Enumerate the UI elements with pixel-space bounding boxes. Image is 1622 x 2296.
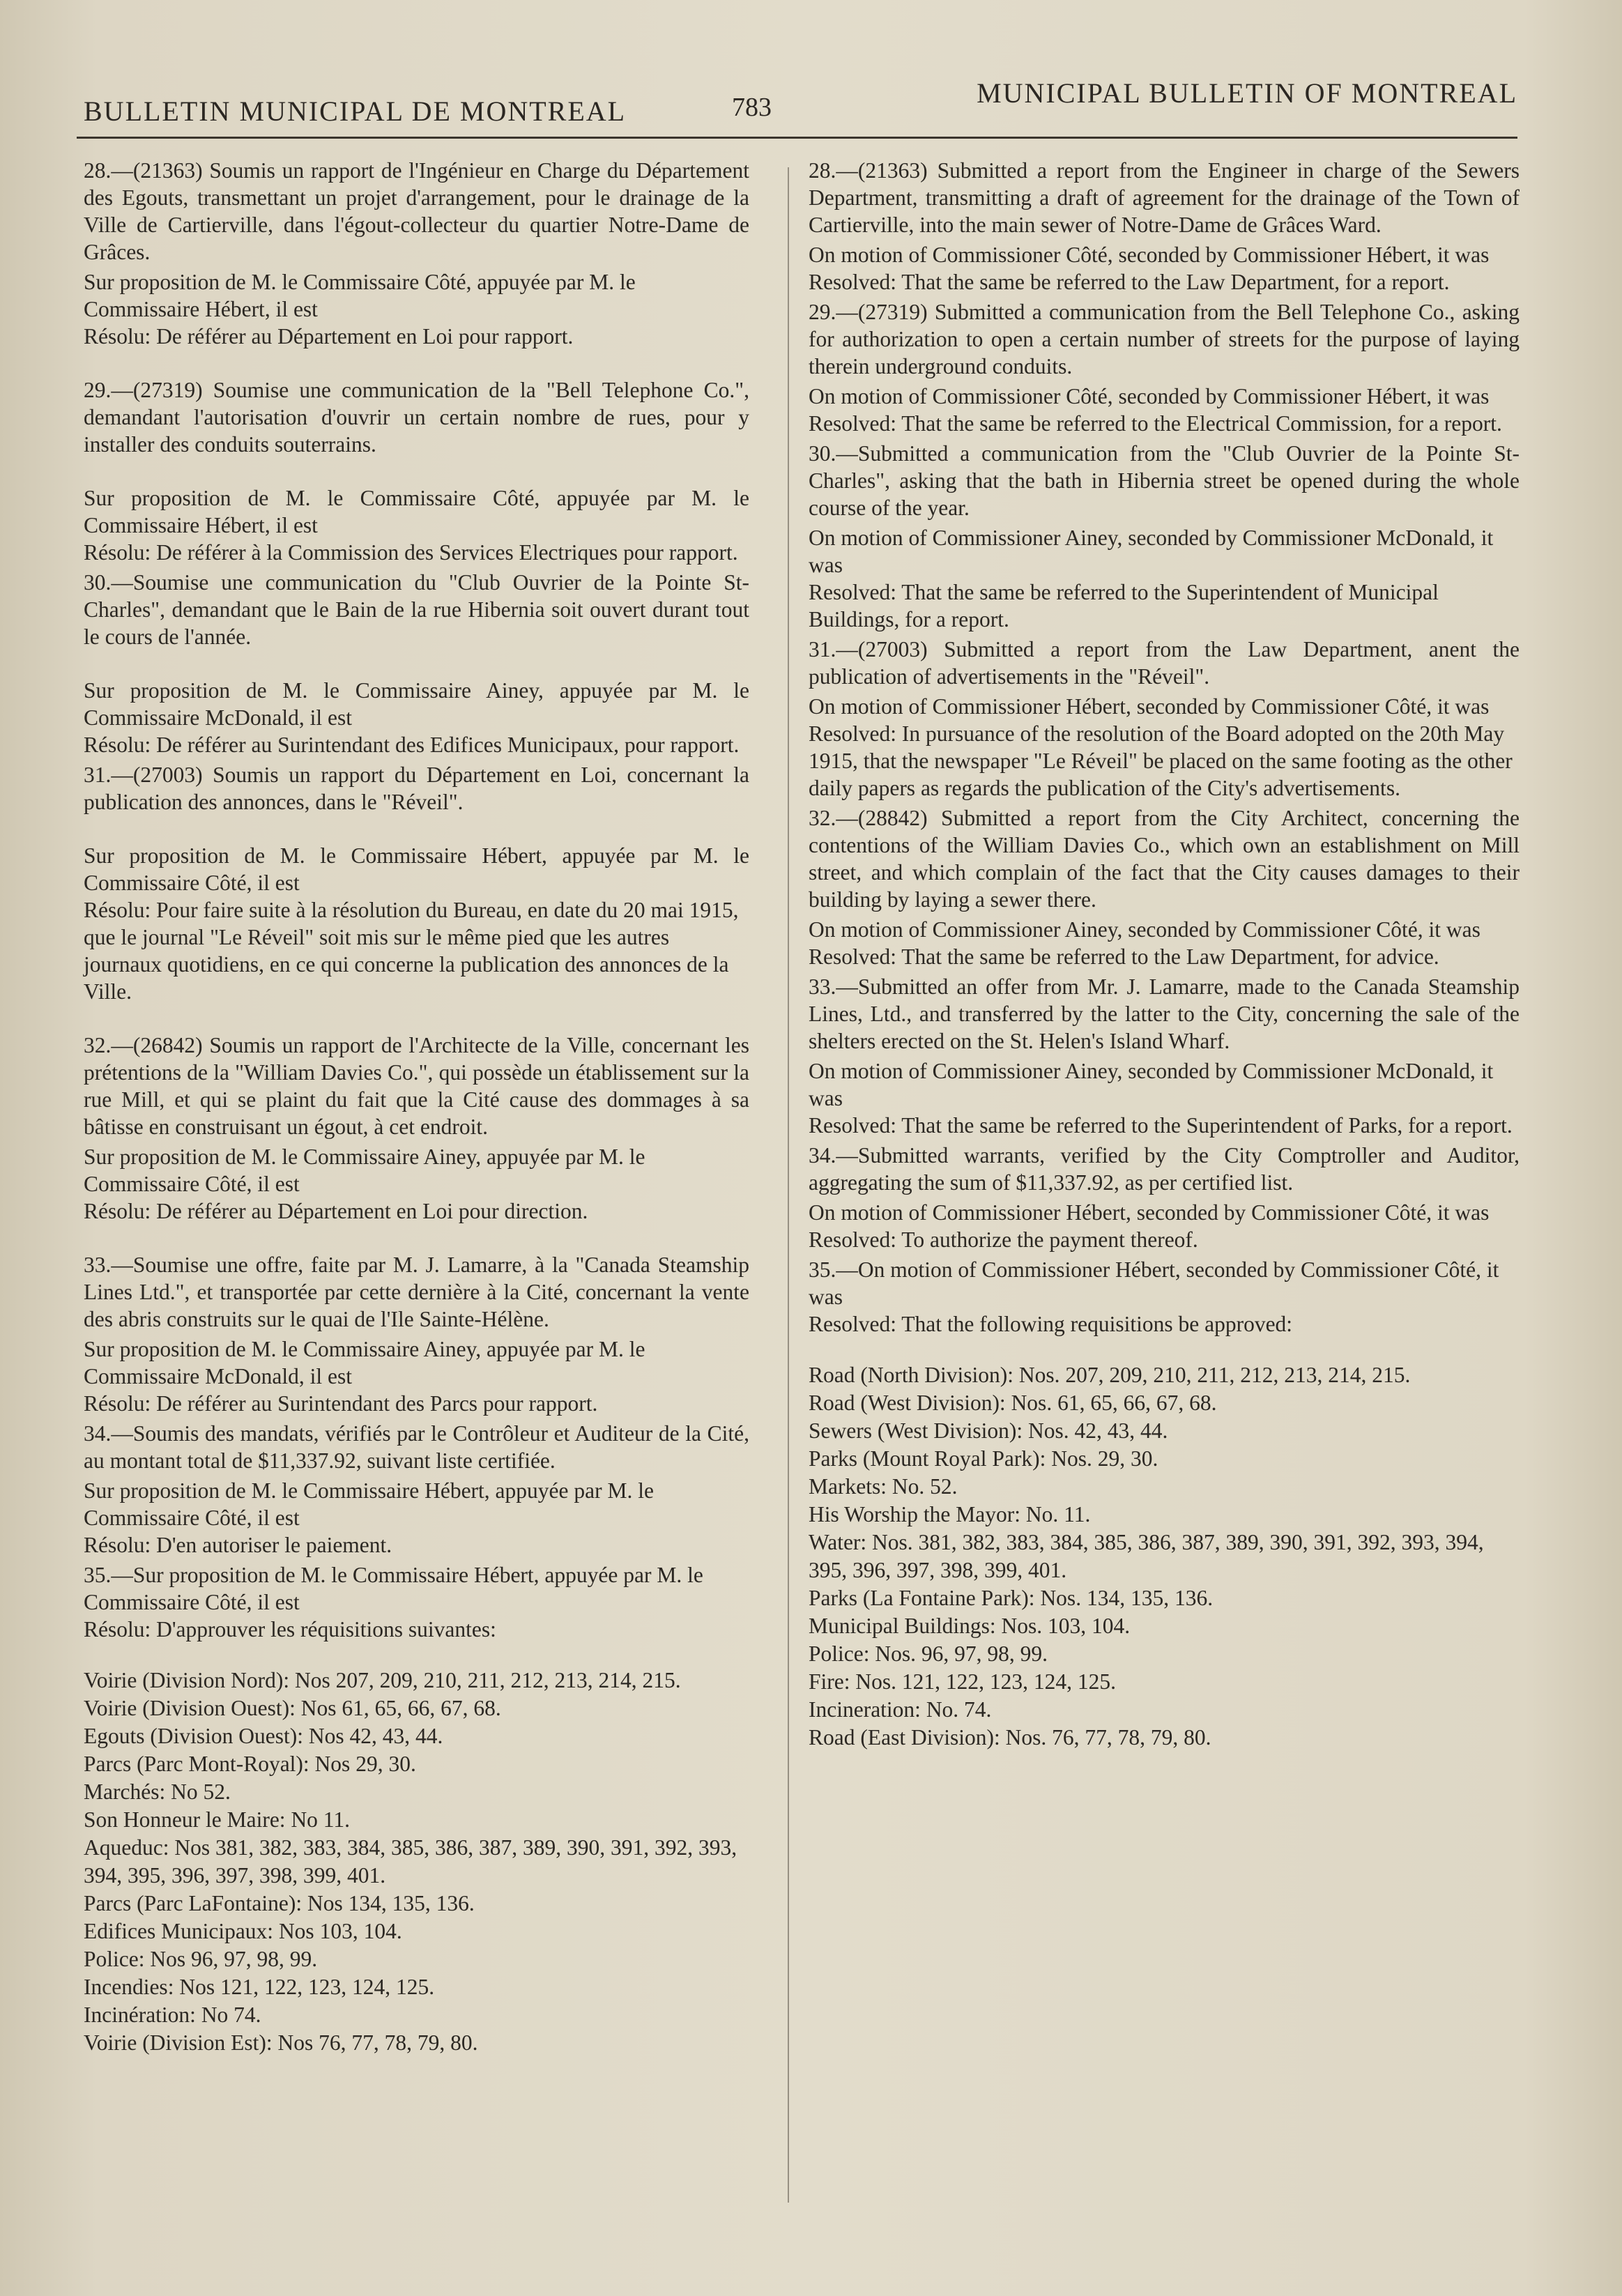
- french-column: [84, 157, 749, 2057]
- motion-30-fr: Sur proposition de M. le Commissaire Ainey, appuyée par M. le Commissaire McDonald, il est: [84, 678, 749, 730]
- item-34-fr: 34.—Soumis des mandats, vérifiés par le Contrôleur et Auditeur de la Cité, au montant total de $11,337.92, suivant liste certifiée.: [84, 1421, 749, 1473]
- requisition-label: Egouts (Division Ouest):: [84, 1724, 309, 1748]
- resolution-34-en: Resolved: To authorize the payment thereof.: [809, 1227, 1198, 1252]
- requisition-numbers: Nos 96, 97, 98, 99.: [150, 1947, 318, 1971]
- requisition-label: Fire:: [809, 1669, 856, 1694]
- resolution-31-fr: Résolu: Pour faire suite à la résolution du Bureau, en date du 20 mai 1915, que le journal "Le Réveil" soit mis sur le même pied que les autres journaux quotidiens, en ce qui concerne la publication des annonces de la Ville.: [84, 898, 739, 1004]
- requisition-row: [84, 1667, 749, 1694]
- requisition-row: [809, 1389, 1520, 1417]
- requisition-row: [84, 2001, 749, 2029]
- header-english-title: MUNICIPAL BULLETIN OF MONTREAL: [977, 77, 1517, 109]
- requisitions-list-fr: [84, 1667, 749, 2057]
- resolution-32-fr: Résolu: De référer au Département en Loi pour direction.: [84, 1199, 588, 1223]
- requisition-label: Police:: [84, 1947, 151, 1971]
- requisition-numbers: Nos. 61, 65, 66, 67, 68.: [1011, 1391, 1217, 1415]
- requisition-numbers: Nos. 207, 209, 210, 211, 212, 213, 214, 215.: [1018, 1363, 1411, 1387]
- requisition-numbers: Nos. 42, 43, 44.: [1028, 1418, 1168, 1443]
- resolution-34-fr: Résolu: D'en autoriser le paiement.: [84, 1533, 392, 1557]
- requisition-row: [809, 1612, 1520, 1640]
- requisition-label: Aqueduc:: [84, 1835, 175, 1860]
- requisition-label: Voirie (Division Ouest):: [84, 1696, 301, 1720]
- requisition-numbers: Nos. 103, 104.: [1001, 1614, 1131, 1638]
- requisition-label: Water:: [809, 1530, 873, 1554]
- item-32-en: 32.—(28842) Submitted a report from the City Architect, concerning the contentions of the William Davies Co., which own an establishment on Mill street, and which complain of the fact that the City causes damages to their building by laying a sewer there.: [809, 806, 1520, 912]
- requisition-row: [84, 1973, 749, 2001]
- requisition-row: [84, 1918, 749, 1945]
- motion-34-fr: Sur proposition de M. le Commissaire Hébert, appuyée par M. le Commissaire Côté, il est: [84, 1478, 654, 1530]
- requisition-row: [84, 1778, 749, 1806]
- requisition-numbers: No. 11.: [1025, 1502, 1091, 1526]
- requisition-row: [809, 1724, 1520, 1752]
- requisition-numbers: Nos. 76, 77, 78, 79, 80.: [1005, 1725, 1211, 1750]
- resolution-29-en: Resolved: That the same be referred to the Electrical Commission, for a report.: [809, 411, 1502, 436]
- resolution-33-fr: Résolu: De référer au Surintendant des Parcs pour rapport.: [84, 1391, 598, 1416]
- requisition-row: [809, 1696, 1520, 1724]
- motion-32-fr: Sur proposition de M. le Commissaire Ainey, appuyée par M. le Commissaire Côté, il est: [84, 1145, 645, 1196]
- item-29-fr: 29.—(27319) Soumise une communication de la "Bell Telephone Co.", demandant l'autorisation d'ouvrir un certain nombre de rues, pour y installer des conduits souterrains.: [84, 378, 749, 457]
- requisition-row: [84, 1806, 749, 1834]
- requisition-row: [84, 1694, 749, 1722]
- requisition-row: [809, 1417, 1520, 1445]
- requisition-row: [809, 1501, 1520, 1529]
- requisition-numbers: No. 52.: [892, 1474, 958, 1499]
- requisition-label: Edifices Municipaux:: [84, 1919, 279, 1943]
- requisition-numbers: Nos 29, 30.: [314, 1752, 416, 1776]
- resolution-28-fr: Résolu: De référer au Département en Loi pour rapport.: [84, 324, 574, 349]
- requisition-label: Parcs (Parc Mont-Royal):: [84, 1752, 315, 1776]
- english-column: [809, 157, 1520, 1752]
- requisition-numbers: Nos 76, 77, 78, 79, 80.: [277, 2030, 478, 2055]
- resolution-30-en: Resolved: That the same be referred to the Superintendent of Municipal Buildings, for a report.: [809, 580, 1439, 632]
- resolution-33-en: Resolved: That the same be referred to the Superintendent of Parks, for a report.: [809, 1113, 1513, 1138]
- requisition-label: Road (North Division):: [809, 1363, 1019, 1387]
- requisition-row: [84, 2029, 749, 2057]
- requisition-numbers: No 74.: [201, 2003, 261, 2027]
- requisition-label: Parks (La Fontaine Park):: [809, 1586, 1041, 1610]
- resolution-28-en: Resolved: That the same be referred to the Law Department, for a report.: [809, 270, 1450, 294]
- requisition-label: Marchés:: [84, 1780, 171, 1804]
- motion-31-fr: Sur proposition de M. le Commissaire Hébert, appuyée par M. le Commissaire Côté, il est: [84, 843, 749, 895]
- requisition-numbers: No. 74.: [926, 1697, 992, 1722]
- requisition-row: [84, 1834, 749, 1890]
- requisition-numbers: Nos 121, 122, 123, 124, 125.: [179, 1975, 435, 1999]
- motion-33-fr: Sur proposition de M. le Commissaire Ainey, appuyée par M. le Commissaire McDonald, il est: [84, 1337, 645, 1388]
- requisition-numbers: No 11.: [291, 1807, 351, 1832]
- resolution-35-fr: Résolu: D'approuver les réquisitions suivantes:: [84, 1617, 496, 1641]
- requisition-row: [84, 1890, 749, 1918]
- resolution-29-fr: Résolu: De référer à la Commission des Services Electriques pour rapport.: [84, 540, 738, 565]
- item-29-en: 29.—(27319) Submitted a communication from the Bell Telephone Co., asking for authorization to open a certain number of streets for the purpose of laying therein underground conduits.: [809, 300, 1520, 378]
- motion-29-en: On motion of Commissioner Côté, seconded by Commissioner Hébert, it was: [809, 384, 1490, 408]
- motion-31-en: On motion of Commissioner Hébert, seconded by Commissioner Côté, it was: [809, 694, 1490, 719]
- requisition-row: [84, 1750, 749, 1778]
- requisition-label: Incinération:: [84, 2003, 201, 2027]
- item-33-fr: 33.—Soumise une offre, faite par M. J. Lamarre, à la "Canada Steamship Lines Ltd.", et transportée par cette dernière à la Cité, concernant la vente des abris construits sur le quai de l'Ile Sainte-Hélène.: [84, 1253, 749, 1331]
- requisition-label: Sewers (West Division):: [809, 1418, 1029, 1443]
- requisition-label: His Worship the Mayor:: [809, 1502, 1026, 1526]
- motion-33-en: On motion of Commissioner Ainey, seconded by Commissioner McDonald, it was: [809, 1059, 1494, 1110]
- item-28-en: 28.—(21363) Submitted a report from the Engineer in charge of the Sewers Department, transmitting a draft of agreement for the drainage of the Town of Cartierville, into the main sewer of Notre-Dame de Grâces Ward.: [809, 158, 1520, 237]
- resolution-35-en: Resolved: That the following requisitions be approved:: [809, 1312, 1293, 1336]
- motion-35-en: 35.—On motion of Commissioner Hébert, seconded by Commissioner Côté, it was: [809, 1257, 1499, 1309]
- requisition-row: [809, 1445, 1520, 1473]
- item-30-fr: 30.—Soumise une communication du "Club Ouvrier de la Pointe St-Charles", demandant que le Bain de la rue Hibernia soit ouvert durant tout le cours de l'année.: [84, 570, 749, 649]
- motion-35-fr: 35.—Sur proposition de M. le Commissaire Hébert, appuyée par M. le Commissaire Côté, il est: [84, 1563, 703, 1614]
- requisition-numbers: Nos. 96, 97, 98, 99.: [875, 1641, 1048, 1666]
- requisition-label: Son Honneur le Maire:: [84, 1807, 291, 1832]
- motion-28-en: On motion of Commissioner Côté, seconded by Commissioner Hébert, it was: [809, 243, 1490, 267]
- requisition-label: Incineration:: [809, 1697, 926, 1722]
- requisition-numbers: Nos 42, 43, 44.: [308, 1724, 443, 1748]
- requisition-row: [809, 1668, 1520, 1696]
- item-33-en: 33.—Submitted an offer from Mr. J. Lamarre, made to the Canada Steamship Lines, Ltd., and transferred by the latter to the City, concerning the sale of the shelters erected on the St. Helen's Island Wharf.: [809, 974, 1520, 1053]
- resolution-31-en: Resolved: In pursuance of the resolution of the Board adopted on the 20th May 1915, that the newspaper "Le Réveil" be placed on the same footing as the other daily papers as regards the publication of the City's advertisements.: [809, 721, 1513, 800]
- requisition-row: [809, 1361, 1520, 1389]
- requisition-row: [84, 1945, 749, 1973]
- item-28-fr: 28.—(21363) Soumis un rapport de l'Ingénieur en Charge du Département des Egouts, transmettant un projet d'arrangement, pour le drainage de la Ville de Cartierville, dans l'égout-collecteur du quartier Notre-Dame de Grâces.: [84, 158, 749, 264]
- requisition-numbers: Nos. 381, 382, 383, 384, 385, 386, 387, 389, 390, 391, 392, 393, 394, 395, 396, 397, 398, 399, 401.: [809, 1530, 1484, 1582]
- requisition-label: Parks (Mount Royal Park):: [809, 1446, 1052, 1471]
- requisition-row: [809, 1473, 1520, 1501]
- item-32-fr: 32.—(26842) Soumis un rapport de l'Architecte de la Ville, concernant les prétentions de la "William Davies Co.", qui possède un établissement sur la rue Mill, et qui se plaint du fait que la Cité cause des dommages à sa bâtisse en construisant un égout, à cet endroit.: [84, 1033, 749, 1139]
- requisition-numbers: Nos. 29, 30.: [1051, 1446, 1158, 1471]
- requisition-numbers: Nos 207, 209, 210, 211, 212, 213, 214, 215.: [295, 1668, 681, 1692]
- item-31-en: 31.—(27003) Submitted a report from the Law Department, anent the publication of advertisements in the "Réveil".: [809, 637, 1520, 689]
- column-divider: [788, 167, 789, 2203]
- requisition-label: Markets:: [809, 1474, 892, 1499]
- requisition-row: [809, 1640, 1520, 1668]
- requisition-label: Road (West Division):: [809, 1391, 1011, 1415]
- requisition-label: Voirie (Division Nord):: [84, 1668, 296, 1692]
- requisition-numbers: Nos. 121, 122, 123, 124, 125.: [855, 1669, 1117, 1694]
- requisition-label: Parcs (Parc LaFontaine):: [84, 1891, 308, 1915]
- requisition-numbers: Nos 134, 135, 136.: [307, 1891, 475, 1915]
- item-34-en: 34.—Submitted warrants, verified by the City Comptroller and Auditor, aggregating the sum of $11,337.92, as per certified list.: [809, 1143, 1520, 1195]
- motion-28-fr: Sur proposition de M. le Commissaire Côté, appuyée par M. le Commissaire Hébert, il est: [84, 270, 636, 321]
- item-31-fr: 31.—(27003) Soumis un rapport du Département en Loi, concernant la publication des annonces, dans le "Réveil".: [84, 763, 749, 814]
- motion-34-en: On motion of Commissioner Hébert, seconded by Commissioner Côté, it was: [809, 1200, 1490, 1225]
- motion-30-en: On motion of Commissioner Ainey, seconded by Commissioner McDonald, it was: [809, 526, 1494, 577]
- requisition-label: Incendies:: [84, 1975, 180, 1999]
- requisition-label: Voirie (Division Est):: [84, 2030, 278, 2055]
- requisition-row: [84, 1722, 749, 1750]
- requisition-label: Police:: [809, 1641, 875, 1666]
- header-rule: [77, 137, 1517, 139]
- header-french-title: BULLETIN MUNICIPAL DE MONTREAL: [84, 95, 627, 127]
- resolution-30-fr: Résolu: De référer au Surintendant des Edifices Municipaux, pour rapport.: [84, 733, 740, 757]
- requisition-numbers: Nos. 134, 135, 136.: [1040, 1586, 1214, 1610]
- requisition-numbers: No 52.: [171, 1780, 231, 1804]
- requisition-numbers: Nos 61, 65, 66, 67, 68.: [300, 1696, 501, 1720]
- motion-32-en: On motion of Commissioner Ainey, seconded by Commissioner Côté, it was: [809, 917, 1481, 942]
- requisition-row: [809, 1584, 1520, 1612]
- page-header: [77, 77, 1517, 132]
- requisitions-list-en: [809, 1361, 1520, 1752]
- requisition-row: [809, 1529, 1520, 1584]
- requisition-numbers: Nos 103, 104.: [278, 1919, 402, 1943]
- requisition-label: Municipal Buildings:: [809, 1614, 1002, 1638]
- item-30-en: 30.—Submitted a communication from the "Club Ouvrier de la Pointe St-Charles", asking that the bath in Hibernia street be opened during the whole course of the year.: [809, 441, 1520, 520]
- resolution-32-en: Resolved: That the same be referred to the Law Department, for advice.: [809, 944, 1439, 969]
- requisition-label: Road (East Division):: [809, 1725, 1006, 1750]
- requisition-numbers: Nos 381, 382, 383, 384, 385, 386, 387, 389, 390, 391, 392, 393, 394, 395, 396, 397, 398, 399, 401.: [84, 1835, 737, 1888]
- motion-29-fr: Sur proposition de M. le Commissaire Côté, appuyée par M. le Commissaire Hébert, il est: [84, 486, 749, 537]
- page-number: 783: [732, 93, 772, 122]
